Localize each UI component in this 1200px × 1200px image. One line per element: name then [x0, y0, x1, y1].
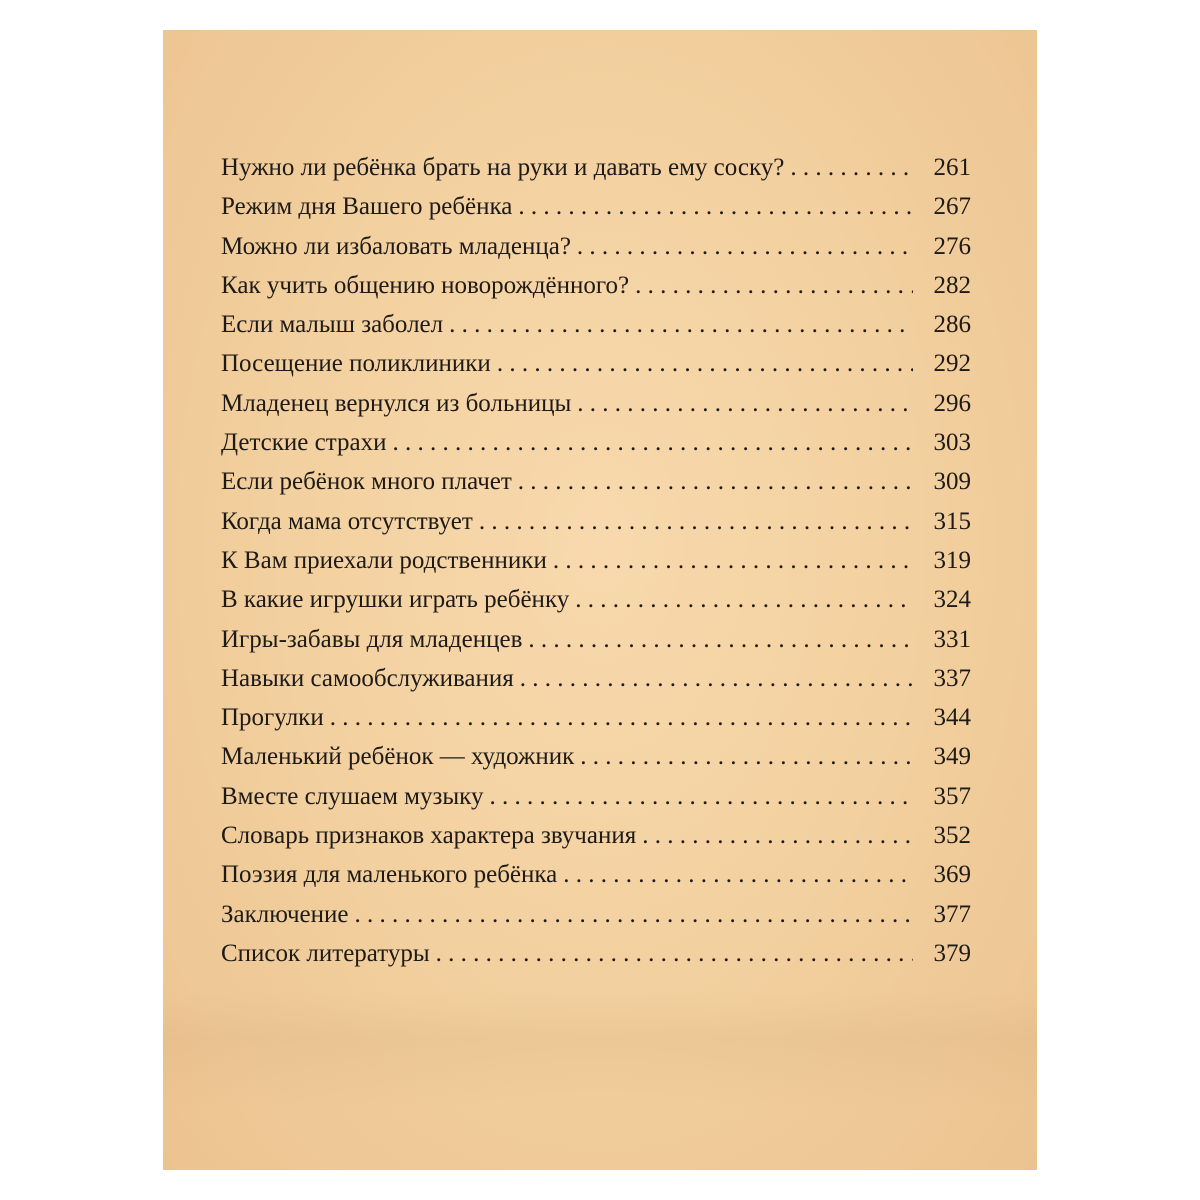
toc-entry-page: 349 — [933, 743, 971, 771]
toc-entry-title: Младенец вернулся из больницы — [221, 389, 572, 417]
toc-entry — [221, 508, 971, 547]
toc-dot-leader — [497, 350, 913, 378]
toc-entry-title: К Вам приехали родственники — [221, 546, 547, 574]
toc-entry-title: Посещение поликлиники — [221, 350, 491, 378]
toc-dot-leader — [577, 233, 913, 261]
toc-entry — [221, 586, 971, 625]
toc-dot-leader — [642, 822, 913, 850]
toc-entry-page: 267 — [933, 193, 971, 221]
toc-dot-leader — [575, 586, 913, 614]
toc-entry-title: Заключение — [221, 900, 349, 928]
toc-entry-title: Игры-забавы для младенцев — [221, 625, 523, 653]
toc-dot-leader — [790, 154, 913, 182]
toc-dot-leader — [580, 743, 913, 771]
toc-entry-title: Навыки самообслуживания — [221, 664, 514, 692]
toc-dot-leader — [489, 783, 913, 811]
toc-dot-leader — [479, 508, 913, 536]
toc-entry — [221, 154, 971, 193]
toc-entry-title: Можно ли избаловать младенца? — [221, 232, 571, 260]
toc-entry — [221, 783, 971, 822]
toc-dot-leader — [392, 429, 913, 457]
toc-dot-leader — [577, 390, 913, 418]
toc-dot-leader — [330, 704, 913, 732]
toc-entry-page: 324 — [933, 586, 971, 614]
toc-entry-page: 309 — [933, 468, 971, 496]
toc-entry — [221, 547, 971, 586]
toc-entry-page: 331 — [933, 625, 971, 653]
toc-entry — [221, 468, 971, 507]
toc-dot-leader — [635, 272, 913, 300]
toc-dot-leader — [553, 547, 913, 575]
toc-dot-leader — [449, 311, 913, 339]
toc-entry-page: 369 — [933, 861, 971, 889]
toc-entry-page: 296 — [933, 389, 971, 417]
toc-entry-title: Нужно ли ребёнка брать на руки и давать ему соску? — [221, 154, 785, 181]
toc-entry-page: 379 — [933, 939, 971, 967]
toc-entry — [221, 665, 971, 704]
toc-entry — [221, 940, 971, 979]
toc-entry — [221, 861, 971, 900]
toc-entry — [221, 626, 971, 665]
toc-entry — [221, 233, 971, 272]
toc-entry-title: Если ребёнок много плачет — [221, 468, 512, 496]
toc-entry-page: 282 — [933, 271, 971, 299]
toc-entry-title: Когда мама отсутствует — [221, 507, 473, 535]
toc-entry — [221, 350, 971, 389]
toc-dot-leader — [355, 901, 914, 929]
toc-entry-title: Прогулки — [221, 704, 324, 732]
toc-entry-page: 276 — [933, 232, 971, 260]
toc-entry-title: Режим дня Вашего ребёнка — [221, 193, 513, 221]
toc-entry-page: 286 — [933, 311, 971, 339]
toc-entry-title: Маленький ребёнок — художник — [221, 743, 575, 771]
toc-dot-leader — [528, 626, 913, 654]
toc-entry-page: 352 — [933, 822, 971, 850]
toc-entry-title: В какие игрушки играть ребёнку — [221, 586, 570, 614]
toc-entry-page: 319 — [933, 546, 971, 574]
toc-entry — [221, 193, 971, 232]
toc-entry — [221, 743, 971, 782]
toc-entry-page: 357 — [933, 782, 971, 810]
toc-dot-leader — [563, 861, 913, 889]
toc-entry-title: Если малыш заболел — [221, 311, 444, 339]
toc-entry-page: 315 — [933, 507, 971, 535]
toc-entry-title: Список литературы — [221, 939, 430, 967]
toc-entry-page: 337 — [933, 664, 971, 692]
toc-entry-title: Поэзия для маленького ребёнка — [221, 861, 558, 889]
toc-dot-leader — [518, 468, 913, 496]
toc-entry-title: Как учить общению новорождённого? — [221, 271, 630, 299]
toc-entry-title: Вместе слушаем музыку — [221, 782, 484, 810]
toc-entry-title: Словарь признаков характера звучания — [221, 822, 637, 850]
toc-entry-page: 377 — [933, 900, 971, 928]
toc-entry — [221, 901, 971, 940]
toc-entry-page: 344 — [933, 704, 971, 732]
toc-entry — [221, 390, 971, 429]
book-page — [163, 30, 1037, 1170]
toc-entry — [221, 272, 971, 311]
toc-entry — [221, 822, 971, 861]
toc-dot-leader — [518, 193, 913, 221]
toc-entry-page: 303 — [933, 429, 971, 457]
toc-dot-leader — [436, 940, 913, 968]
toc-dot-leader — [520, 665, 913, 693]
toc-entry — [221, 429, 971, 468]
toc-entry-page: 261 — [933, 154, 971, 181]
page-bleed-through — [163, 990, 1037, 1110]
table-of-contents — [221, 154, 971, 979]
toc-entry-title: Детские страхи — [221, 429, 387, 457]
toc-entry — [221, 704, 971, 743]
toc-entry — [221, 311, 971, 350]
toc-entry-page: 292 — [933, 350, 971, 378]
